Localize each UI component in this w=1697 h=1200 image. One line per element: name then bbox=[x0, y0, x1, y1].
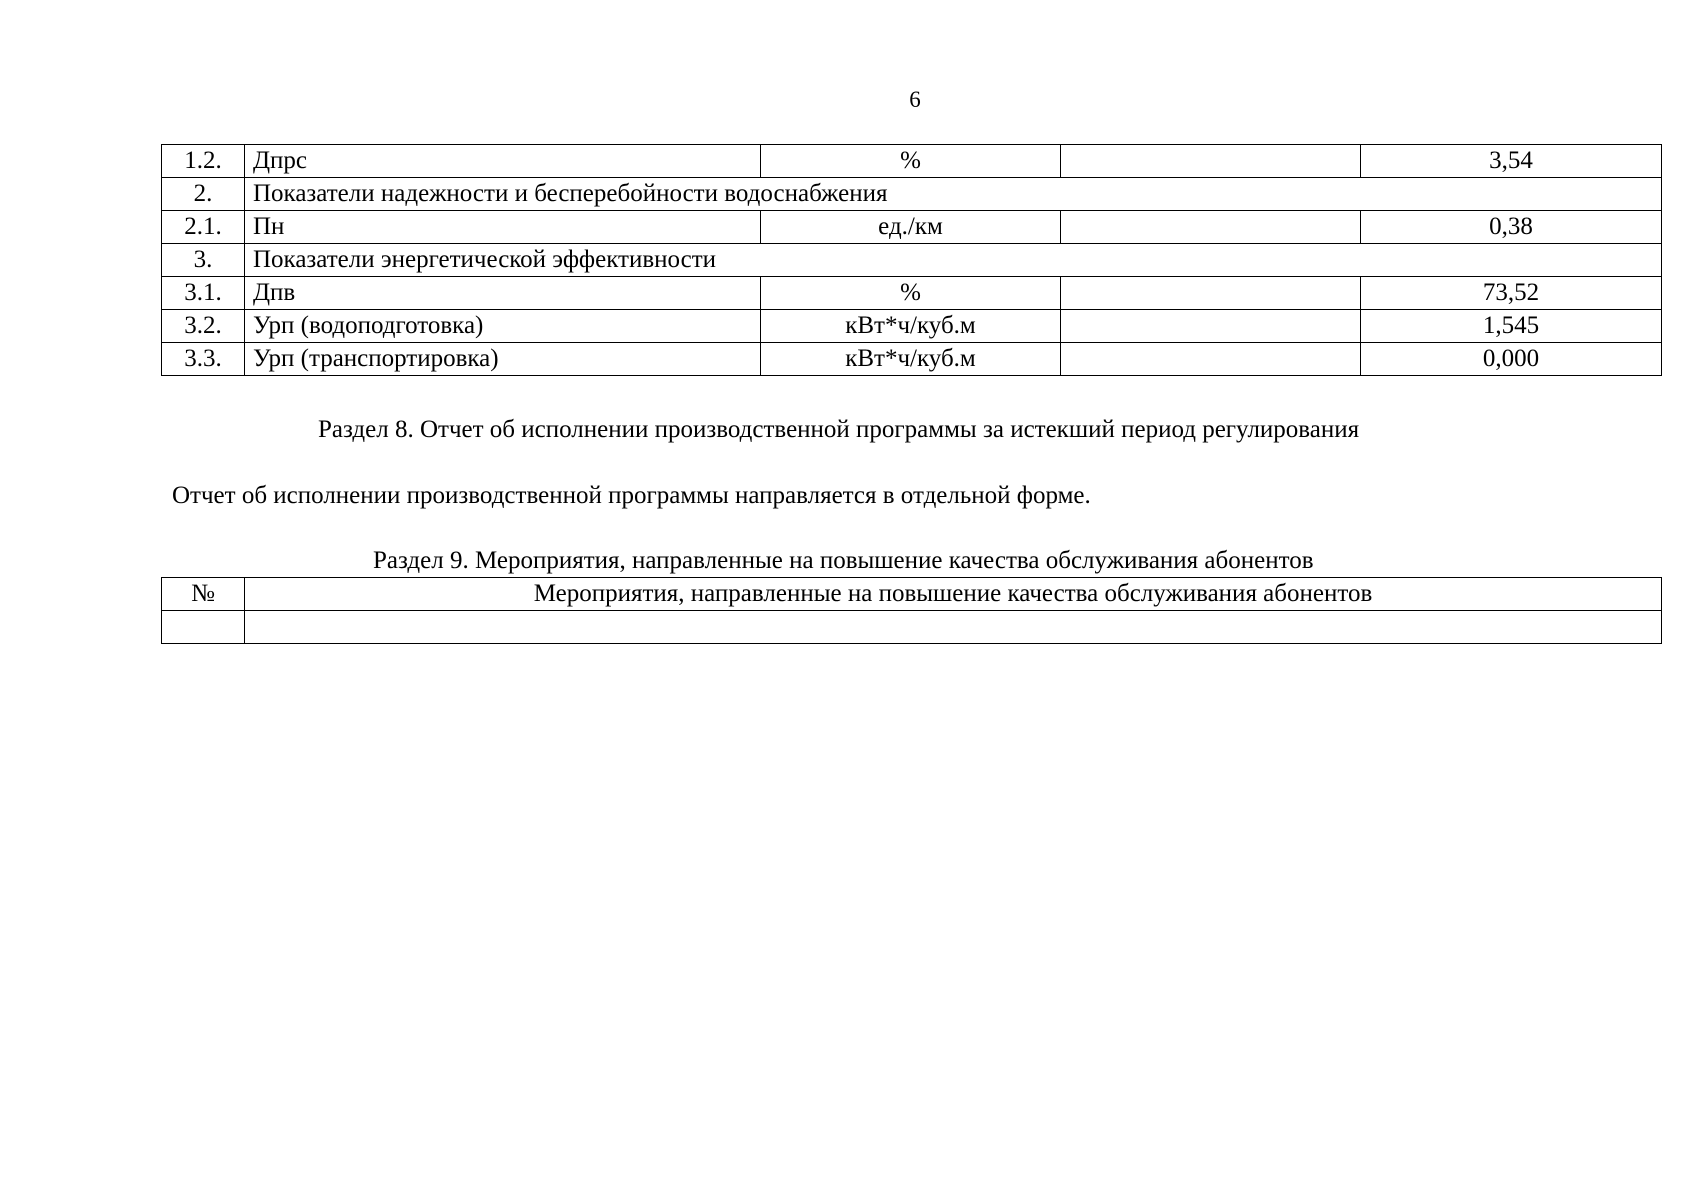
indicator-value: 1,545 bbox=[1361, 310, 1662, 343]
table-row bbox=[162, 277, 1662, 310]
empty-cell bbox=[1061, 343, 1361, 376]
empty-cell bbox=[1061, 211, 1361, 244]
indicator-name: Урп (водоподготовка) bbox=[245, 310, 761, 343]
indicator-unit: % bbox=[761, 145, 1061, 178]
measures-header-row bbox=[162, 578, 1662, 611]
table-row bbox=[162, 211, 1662, 244]
empty-cell bbox=[1061, 277, 1361, 310]
indicator-name: Дпв bbox=[245, 277, 761, 310]
measure-number bbox=[162, 611, 245, 644]
indicator-value: 3,54 bbox=[1361, 145, 1662, 178]
empty-cell bbox=[1061, 310, 1361, 343]
row-number: 3.1. bbox=[162, 277, 245, 310]
row-number: 1.2. bbox=[162, 145, 245, 178]
row-number: 2. bbox=[162, 178, 245, 211]
measure-title bbox=[245, 611, 1662, 644]
table-row bbox=[162, 145, 1662, 178]
indicator-unit: кВт*ч/куб.м bbox=[761, 343, 1061, 376]
table-row bbox=[162, 343, 1662, 376]
section-8-heading: Раздел 8. Отчет об исполнении производственной программы за истекший период регулирования bbox=[318, 416, 1360, 443]
group-heading: Показатели энергетической эффективности bbox=[245, 244, 1662, 277]
page-number: 6 bbox=[909, 87, 921, 112]
empty-cell bbox=[1061, 145, 1361, 178]
table-row bbox=[162, 310, 1662, 343]
table-row bbox=[162, 611, 1662, 644]
measures-col-num: № bbox=[162, 578, 245, 611]
table-row bbox=[162, 244, 1662, 277]
row-number: 3.2. bbox=[162, 310, 245, 343]
section-9-heading: Раздел 9. Мероприятия, направленные на повышение качества обслуживания абонентов bbox=[373, 547, 1314, 574]
indicator-unit: кВт*ч/куб.м bbox=[761, 310, 1061, 343]
table-row bbox=[162, 178, 1662, 211]
measures-table bbox=[161, 577, 1662, 644]
indicator-name: Пн bbox=[245, 211, 761, 244]
row-number: 3.3. bbox=[162, 343, 245, 376]
group-heading: Показатели надежности и бесперебойности водоснабжения bbox=[245, 178, 1662, 211]
indicator-unit: % bbox=[761, 277, 1061, 310]
row-number: 2.1. bbox=[162, 211, 245, 244]
row-number: 3. bbox=[162, 244, 245, 277]
indicators-table bbox=[161, 144, 1662, 376]
indicator-unit: ед./км bbox=[761, 211, 1061, 244]
measures-col-title: Мероприятия, направленные на повышение качества обслуживания абонентов bbox=[245, 578, 1662, 611]
indicator-value: 73,52 bbox=[1361, 277, 1662, 310]
indicator-name: Дпрс bbox=[245, 145, 761, 178]
section-8-text: Отчет об исполнении производственной программы направляется в отдельной форме. bbox=[172, 482, 1091, 509]
indicator-name: Урп (транспортировка) bbox=[245, 343, 761, 376]
indicator-value: 0,000 bbox=[1361, 343, 1662, 376]
indicator-value: 0,38 bbox=[1361, 211, 1662, 244]
